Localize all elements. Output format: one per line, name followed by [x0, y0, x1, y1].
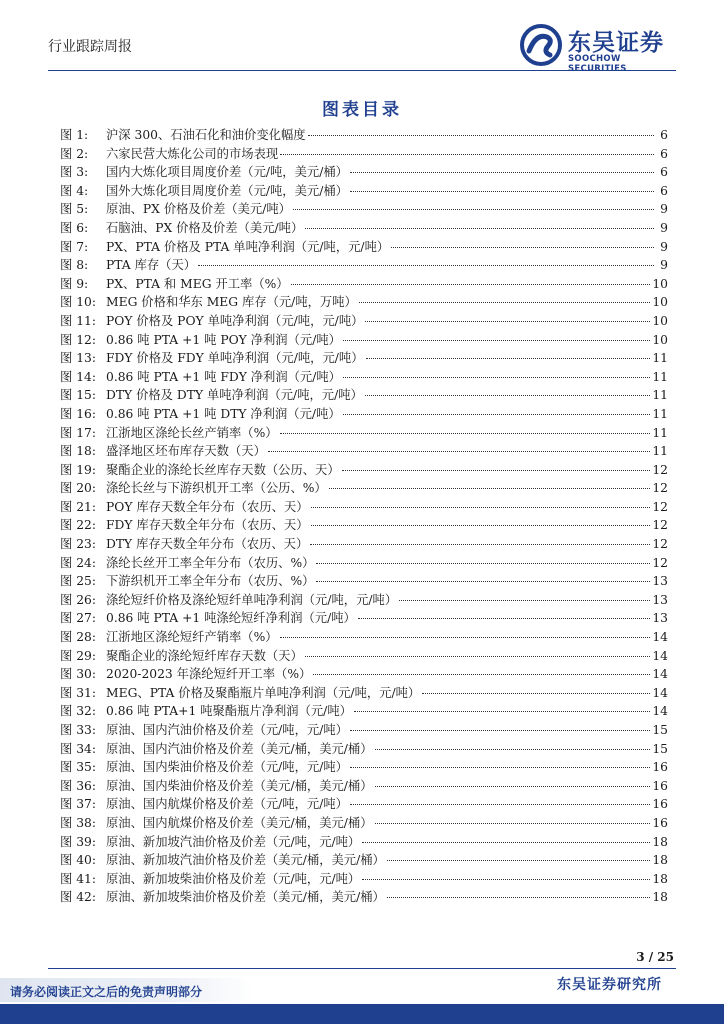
toc-entry[interactable] [60, 516, 668, 535]
toc-dot-leader [375, 739, 651, 750]
toc-entry-title: 国内大炼化项目周度价差（元/吨，美元/桶） [106, 165, 348, 180]
toc-entry-number: 图 39: [60, 834, 96, 849]
toc-entry-page: 10 [652, 295, 668, 310]
toc-entry-title: PX、PTA 价格及 PTA 单吨净利润（元/吨，元/吨） [106, 239, 390, 254]
toc-entry-page: 11 [652, 369, 668, 384]
toc-entry-page: 11 [652, 388, 668, 403]
toc-dot-leader [387, 850, 651, 861]
toc-entry-number: 图 40: [60, 853, 96, 868]
toc-entry-title: POY 价格及 POY 单吨净利润（元/吨，元/吨） [106, 313, 364, 328]
toc-entry-number: 图 13: [60, 351, 96, 366]
toc-entry-number: 图 21: [60, 499, 96, 514]
toc-entry-number: 图 6: [60, 220, 89, 235]
toc-entry-page: 18 [652, 871, 668, 886]
toc-entry-title: 0.86 吨 PTA +1 吨 POY 净利润（元/吨） [106, 332, 341, 347]
toc-entry-page: 6 [660, 128, 668, 142]
toc-entry[interactable] [60, 647, 668, 666]
toc-dot-leader [350, 162, 654, 173]
toc-dot-leader [343, 330, 650, 341]
toc-entry-title: 沪深 300、石油石化和油价变化幅度 [106, 128, 306, 142]
toc-entry-title: 原油、新加坡柴油价格及价差（元/吨，元/吨） [106, 871, 361, 886]
institute-name: 东吴证券研究所 [557, 977, 662, 993]
toc-dot-leader [311, 515, 651, 526]
toc-dot-leader [365, 385, 651, 396]
toc-entry-title: POY 库存天数全年分布（农历、天） [106, 499, 309, 514]
report-type-label: 行业跟踪周报 [48, 39, 132, 55]
toc-dot-leader [359, 292, 651, 303]
toc-entry[interactable] [60, 368, 668, 387]
toc-entry-page: 14 [652, 630, 668, 645]
toc-entry-title: MEG 价格和华东 MEG 库存（元/吨，万吨） [106, 295, 357, 310]
footer-divider [48, 968, 676, 969]
toc-entry-title: 0.86 吨 PTA +1 吨 DTY 净利润（元/吨） [106, 406, 341, 421]
toc-entry-number: 图 16: [60, 406, 96, 421]
toc-dot-leader [343, 404, 651, 415]
toc-entry-page: 9 [660, 239, 668, 254]
toc-entry-title: 涤纶长丝开工率全年分布（农历、%） [106, 555, 315, 570]
toc-entry-title: PX、PTA 和 MEG 开工率（%） [106, 276, 289, 291]
toc-entry-page: 12 [652, 499, 668, 514]
toc-entry[interactable] [60, 163, 668, 182]
toc-entry-title: 2020-2023 年涤纶短纤开工率（%） [106, 667, 312, 682]
toc-entry-page: 12 [652, 462, 668, 477]
toc-entry-number: 图 34: [60, 741, 96, 756]
toc-entry[interactable] [60, 331, 668, 350]
toc-entry[interactable] [60, 740, 668, 759]
toc-entry-page: 11 [652, 444, 668, 459]
toc-dot-leader [350, 720, 650, 731]
toc-entry-page: 12 [652, 481, 668, 496]
toc-entry-title: 0.86 吨 PTA+1 吨聚酯瓶片净利润（元/吨） [106, 704, 352, 719]
toc-entry-number: 图 23: [60, 537, 96, 552]
footer-band [0, 1004, 724, 1024]
toc-entry[interactable] [60, 665, 668, 684]
soochow-logo-icon [520, 24, 562, 66]
toc-entry-page: 13 [652, 592, 668, 607]
toc-entry-number: 图 2: [60, 146, 89, 161]
toc-entry[interactable] [60, 870, 668, 889]
toc-entry[interactable] [60, 386, 668, 405]
toc-entry-number: 图 35: [60, 760, 96, 775]
toc-entry[interactable] [60, 795, 668, 814]
toc-dot-leader [280, 423, 651, 434]
toc-entry-number: 图 4: [60, 183, 89, 198]
toc-entry-page: 18 [652, 853, 668, 868]
toc-entry[interactable] [60, 702, 668, 721]
toc-dot-leader [198, 255, 654, 266]
toc-entry-page: 16 [652, 815, 668, 830]
toc-entry[interactable] [60, 554, 668, 573]
toc-entry[interactable] [60, 628, 668, 647]
toc-dot-leader [316, 553, 650, 564]
toc-entry-page: 9 [660, 258, 668, 273]
toc-dot-leader [293, 199, 654, 210]
toc-entry-page: 14 [652, 685, 668, 700]
toc-dot-leader [422, 683, 650, 694]
toc-entry-title: 聚酯企业的涤纶短纤库存天数（天） [106, 648, 303, 663]
toc-entry-number: 图 41: [60, 871, 96, 886]
toc-entry-title: 盛泽地区坯布库存天数（天） [106, 444, 266, 459]
toc-entry-page: 15 [652, 723, 668, 737]
toc-entry-title: 原油、PX 价格及价差（美元/吨） [106, 202, 291, 217]
toc-dot-leader [391, 237, 654, 248]
toc-entry-number: 图 29: [60, 648, 96, 663]
toc-entry-title: 原油、国内汽油价格及价差（元/吨，元/吨） [106, 723, 348, 737]
toc-dot-leader [280, 627, 651, 638]
toc-dot-leader [366, 348, 651, 359]
toc-dot-leader [362, 832, 650, 843]
toc-entry[interactable] [60, 888, 668, 907]
toc-dot-leader [362, 869, 650, 880]
toc-entry-page: 14 [652, 648, 668, 663]
toc-dot-leader [280, 144, 654, 155]
toc-entry[interactable] [60, 479, 668, 498]
toc-entry-title: 涤纶长丝与下游织机开工率（公历、%） [106, 481, 327, 496]
toc-entry-page: 9 [660, 220, 668, 235]
toc-entry[interactable] [60, 126, 668, 145]
toc-entry-number: 图 31: [60, 685, 96, 700]
toc-entry-page: 9 [660, 202, 668, 217]
toc-dot-leader [358, 608, 651, 619]
toc-dot-leader [329, 478, 651, 489]
toc-entry-number: 图 27: [60, 611, 96, 626]
toc-entry-title: DTY 库存天数全年分布（农历、天） [106, 537, 309, 552]
toc-entry-title: 六家民营大炼化公司的市场表现 [106, 146, 279, 161]
toc-entry[interactable] [60, 238, 668, 257]
toc-entry[interactable] [60, 498, 668, 517]
logo-chinese-name: 东吴证券 [568, 30, 664, 56]
page-number: 3 / 25 [636, 950, 674, 964]
toc-dot-leader [399, 590, 650, 601]
toc-title: 图表目录 [322, 100, 402, 120]
toc-entry-page: 12 [652, 555, 668, 570]
toc-entry-number: 图 30: [60, 667, 96, 682]
toc-entry-number: 图 24: [60, 555, 96, 570]
toc-dot-leader [365, 311, 650, 322]
toc-entry-title: 原油、新加坡汽油价格及价差（美元/桶，美元/桶） [106, 853, 385, 868]
toc-dot-leader [350, 181, 654, 192]
toc-entry-number: 图 8: [60, 258, 89, 273]
toc-dot-leader [311, 497, 651, 508]
toc-entry-number: 图 20: [60, 481, 96, 496]
toc-entry-page: 6 [660, 146, 668, 161]
toc-entry-page: 16 [652, 760, 668, 775]
toc-entry[interactable] [60, 200, 668, 219]
toc-dot-leader [354, 701, 650, 712]
toc-dot-leader [291, 274, 651, 285]
toc-entry-title: 江浙地区涤纶长丝产销率（%） [106, 425, 278, 440]
logo-english-name: SOOCHOW SECURITIES [568, 54, 627, 74]
toc-entry[interactable] [60, 349, 668, 368]
toc-entry-page: 10 [652, 313, 668, 328]
toc-entry-number: 图 10: [60, 295, 96, 310]
toc-entry-number: 图 38: [60, 815, 96, 830]
toc-entry[interactable] [60, 405, 668, 424]
toc-entry-number: 图 12: [60, 332, 96, 347]
toc-entry-title: 江浙地区涤纶短纤产销率（%） [106, 630, 278, 645]
toc-dot-leader [375, 776, 651, 787]
toc-entry-title: FDY 价格及 FDY 单吨净利润（元/吨，元/吨） [106, 351, 364, 366]
toc-entry-title: 原油、国内航煤价格及价差（美元/桶，美元/桶） [106, 815, 373, 830]
toc-entry-page: 6 [660, 165, 668, 180]
toc-entry-page: 15 [652, 741, 668, 756]
toc-entry-number: 图 14: [60, 369, 96, 384]
toc-entry-number: 图 33: [60, 723, 96, 737]
toc-entry[interactable] [60, 145, 668, 164]
toc-dot-leader [310, 534, 650, 545]
toc-entry-page: 11 [652, 406, 668, 421]
toc-entry-number: 图 36: [60, 778, 96, 793]
toc-entry-page: 18 [652, 890, 668, 905]
toc-entry-title: 原油、国内柴油价格及价差（元/吨，元/吨） [106, 760, 348, 775]
toc-entry-page: 18 [652, 834, 668, 849]
toc-entry-number: 图 42: [60, 890, 96, 905]
toc-entry-page: 10 [652, 276, 668, 291]
toc-entry[interactable] [60, 777, 668, 796]
toc-entry-number: 图 19: [60, 462, 96, 477]
toc-dot-leader [343, 367, 650, 378]
toc-entry-number: 图 37: [60, 797, 96, 812]
toc-entry-number: 图 15: [60, 388, 96, 403]
toc-entry-number: 图 11: [60, 313, 96, 328]
company-logo [520, 24, 680, 74]
toc-entry-title: 原油、新加坡柴油价格及价差（美元/桶，美元/桶） [106, 890, 385, 905]
toc-dot-leader [268, 441, 650, 452]
toc-entry-page: 12 [652, 518, 668, 533]
toc-dot-leader [342, 460, 651, 471]
toc-dot-leader [305, 218, 654, 229]
toc-entry[interactable] [60, 256, 668, 275]
toc-entry[interactable] [60, 275, 668, 294]
toc-entry-title: MEG、PTA 价格及聚酯瓶片单吨净利润（元/吨，元/吨） [106, 685, 421, 700]
toc-entry-title: DTY 价格及 DTY 单吨净利润（元/吨，元/吨） [106, 388, 363, 403]
toc-entry-title: 涤纶短纤价格及涤纶短纤单吨净利润（元/吨，元/吨） [106, 592, 398, 607]
toc-entry-title: 下游织机开工率全年分布（农历、%） [106, 574, 315, 589]
toc-entry-page: 6 [660, 183, 668, 198]
header-divider [48, 70, 676, 71]
toc-dot-leader [316, 571, 650, 582]
toc-entry-page: 14 [652, 667, 668, 682]
toc-entry[interactable] [60, 182, 668, 201]
toc-dot-leader [350, 794, 650, 805]
toc-entry-title: 0.86 吨 PTA +1 吨涤纶短纤净利润（元/吨） [106, 611, 356, 626]
toc-entry-title: 原油、新加坡汽油价格及价差（元/吨，元/吨） [106, 834, 361, 849]
toc-dot-leader [313, 664, 650, 675]
toc-entry-title: 原油、国内航煤价格及价差（元/吨，元/吨） [106, 797, 348, 812]
toc-dot-leader [350, 757, 650, 768]
toc-entry-page: 16 [652, 797, 668, 812]
toc-entry-title: FDY 库存天数全年分布（农历、天） [106, 518, 309, 533]
toc-entry[interactable] [60, 535, 668, 554]
toc-entry-title: 原油、国内柴油价格及价差（美元/桶，美元/桶） [106, 778, 373, 793]
toc-entry[interactable] [60, 684, 668, 703]
toc-entry[interactable] [60, 833, 668, 852]
toc-entry-number: 图 26: [60, 592, 96, 607]
toc-entry[interactable] [60, 461, 668, 480]
toc-entry-page: 12 [652, 537, 668, 552]
toc-dot-leader [305, 646, 651, 657]
toc-entry-page: 11 [652, 425, 668, 440]
toc-dot-leader [308, 125, 654, 136]
toc-entry[interactable] [60, 219, 668, 238]
toc-entry-number: 图 28: [60, 630, 96, 645]
toc-entry-number: 图 25: [60, 574, 96, 589]
toc-entry-number: 图 22: [60, 518, 96, 533]
toc-entry-number: 图 5: [60, 202, 89, 217]
toc-entry[interactable] [60, 721, 668, 740]
table-of-figures [60, 126, 668, 907]
toc-entry[interactable] [60, 851, 668, 870]
toc-dot-leader [387, 887, 651, 898]
toc-entry-page: 10 [652, 332, 668, 347]
toc-entry[interactable] [60, 424, 668, 443]
toc-entry-title: 国外大炼化项目周度价差（元/吨，美元/桶） [106, 183, 348, 198]
toc-entry[interactable] [60, 442, 668, 461]
toc-entry-page: 14 [652, 704, 668, 719]
toc-entry-page: 13 [652, 574, 668, 589]
toc-dot-leader [375, 813, 651, 824]
toc-entry[interactable] [60, 609, 668, 628]
toc-entry-title: 原油、国内汽油价格及价差（美元/桶，美元/桶） [106, 741, 373, 756]
disclaimer-text: 请务必阅读正文之后的免责声明部分 [10, 985, 203, 999]
toc-entry[interactable] [60, 312, 668, 331]
toc-entry-page: 11 [652, 351, 668, 366]
toc-entry[interactable] [60, 758, 668, 777]
toc-entry[interactable] [60, 814, 668, 833]
toc-entry-number: 图 18: [60, 444, 96, 459]
toc-entry-page: 13 [652, 611, 668, 626]
toc-entry-title: 聚酯企业的涤纶长丝库存天数（公历、天） [106, 462, 340, 477]
toc-entry-title: 0.86 吨 PTA +1 吨 FDY 净利润（元/吨） [106, 369, 341, 384]
toc-entry-number: 图 9: [60, 276, 89, 291]
toc-entry-title: PTA 库存（天） [106, 258, 197, 273]
toc-entry-number: 图 32: [60, 704, 96, 719]
toc-entry-page: 16 [652, 778, 668, 793]
toc-entry-number: 图 3: [60, 165, 89, 180]
toc-entry-number: 图 7: [60, 239, 89, 254]
toc-entry[interactable] [60, 572, 668, 591]
toc-entry[interactable] [60, 293, 668, 312]
toc-entry[interactable] [60, 591, 668, 610]
toc-entry-number: 图 1: [60, 128, 89, 142]
toc-entry-title: 石脑油、PX 价格及价差（美元/吨） [106, 220, 304, 235]
toc-entry-number: 图 17: [60, 425, 96, 440]
